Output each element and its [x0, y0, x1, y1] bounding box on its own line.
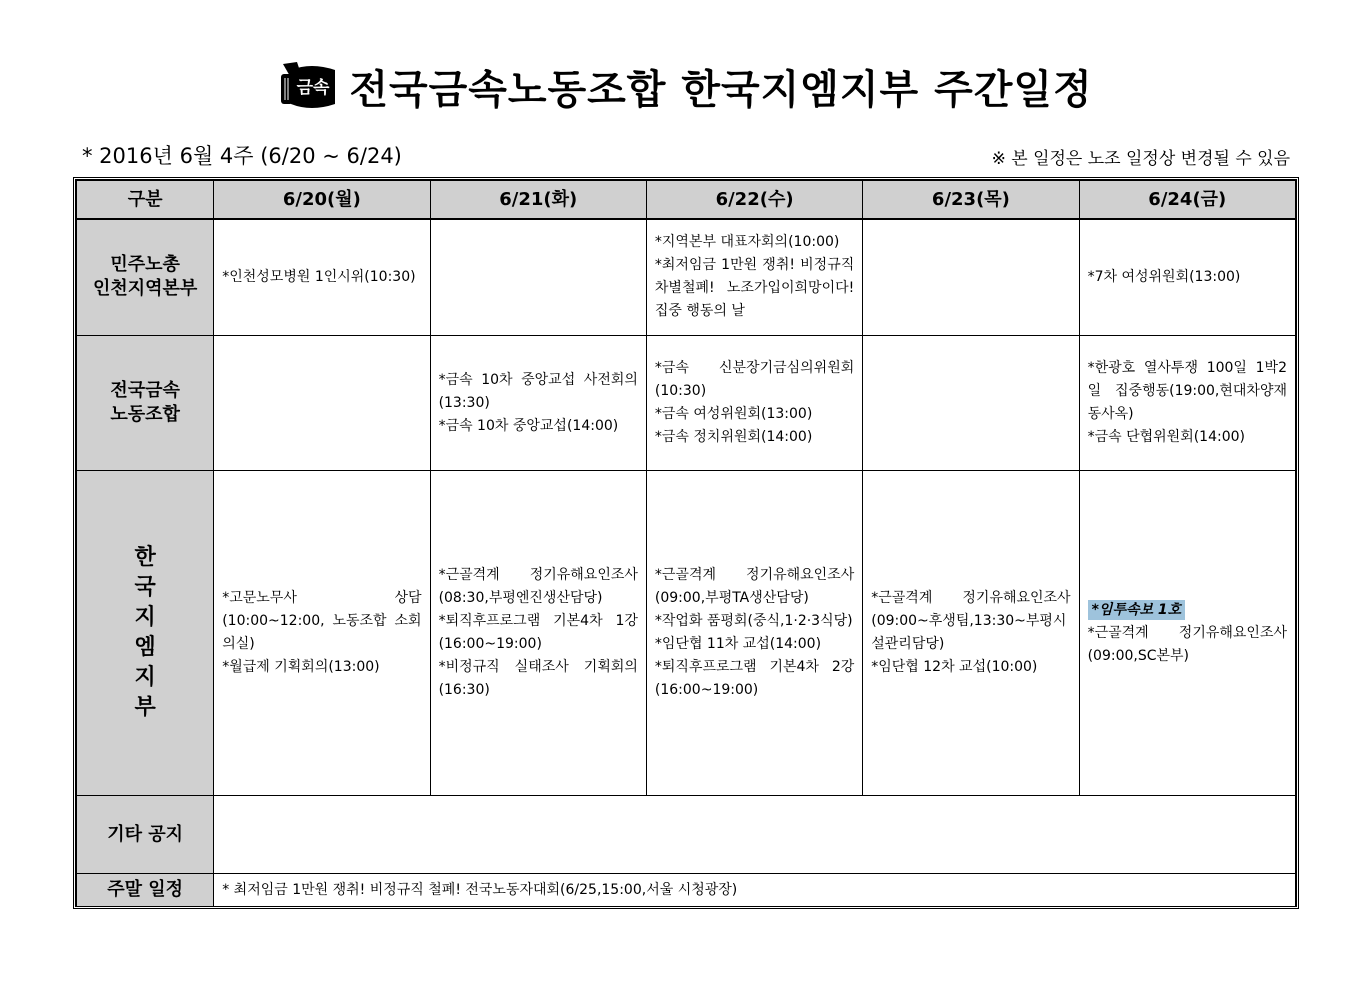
schedule-cell [863, 336, 1079, 471]
schedule-cell: *인천성모병원 1인시위(10:30) [214, 219, 430, 336]
table-row [77, 336, 1296, 471]
svg-text:금속: 금속 [296, 77, 330, 98]
column-header: 6/23(목) [863, 181, 1079, 219]
bulletin-highlight: *임투속보 1호 [1088, 600, 1186, 620]
schedule-table-frame [73, 177, 1299, 909]
weekend-schedule-cell: * 최저임금 1만원 쟁취! 비정규직 철폐! 전국노동자대회(6/25,15:00,서울 시청광장) [214, 874, 1296, 907]
column-header: 6/20(월) [214, 181, 430, 219]
column-header: 6/22(수) [646, 181, 862, 219]
page-header [0, 58, 1370, 115]
schedule-cell [430, 219, 646, 336]
schedule-cell: *근골격계 정기유해요인조사(09:00,부평TA생산담당) *작업화 품평회(중식,1·2·3식당) *임단협 11차 교섭(14:00) *퇴직후프로그램 기본4차 2강(16:00~19:00) [646, 471, 862, 796]
column-header: 구분 [77, 181, 214, 219]
schedule-notice: ※ 본 일정은 노조 일정상 변경될 수 있음 [991, 149, 1290, 169]
table-header-row [77, 181, 1296, 219]
row-category: 주말 일정 [77, 874, 214, 907]
union-fist-logo-icon [277, 60, 339, 114]
row-category: 기타 공지 [77, 796, 214, 874]
table-row [77, 219, 1296, 336]
row-category: 전국금속 노동조합 [77, 336, 214, 471]
schedule-cell [863, 219, 1079, 336]
schedule-cell: *임투속보 1호 *근골격계 정기유해요인조사(09:00,SC본부) [1079, 471, 1295, 796]
column-header: 6/24(금) [1079, 181, 1295, 219]
page-title: 전국금속노동조합 한국지엠지부 주간일정 [349, 67, 1093, 113]
schedule-cell [214, 336, 430, 471]
row-category: 민주노총 인천지역본부 [77, 219, 214, 336]
schedule-cell: *근골격계 정기유해요인조사(08:30,부평엔진생산담당) *퇴직후프로그램 기본4차 1강(16:00~19:00) *비정규직 실태조사 기획회의(16:30) [430, 471, 646, 796]
schedule-cell: *금속 신분장기금심의위원회(10:30) *금속 여성위원회(13:00) *금속 정치위원회(14:00) [646, 336, 862, 471]
week-range: * 2016년 6월 4주 (6/20 ~ 6/24) [82, 144, 402, 168]
schedule-cell: *근골격계 정기유해요인조사(09:00~후생팀,13:30~부평시설관리담당) *임단협 12차 교섭(10:00) [863, 471, 1079, 796]
schedule-cell: *고문노무사 상담(10:00~12:00, 노동조합 소회의실) *월급제 기획회의(13:00) [214, 471, 430, 796]
column-header: 6/21(화) [430, 181, 646, 219]
row-category: 한 국 지 엠 지 부 [77, 471, 214, 796]
schedule-cell: *지역본부 대표자회의(10:00) *최저임금 1만원 쟁취! 비정규직차별철폐! 노조가입이희망이다! 집중 행동의 날 [646, 219, 862, 336]
schedule-table [76, 180, 1296, 907]
schedule-cell: *한광호 열사투쟁 100일 1박2일 집중행동(19:00,현대차양재동사옥) *금속 단협위원회(14:00) [1079, 336, 1295, 471]
schedule-cell: *금속 10차 중앙교섭 사전회의(13:30) *금속 10차 중앙교섭(14:00) [430, 336, 646, 471]
table-row [77, 874, 1296, 907]
table-row [77, 796, 1296, 874]
schedule-cell: *7차 여성위원회(13:00) [1079, 219, 1295, 336]
other-notice-cell [214, 796, 1296, 874]
table-row [77, 471, 1296, 796]
